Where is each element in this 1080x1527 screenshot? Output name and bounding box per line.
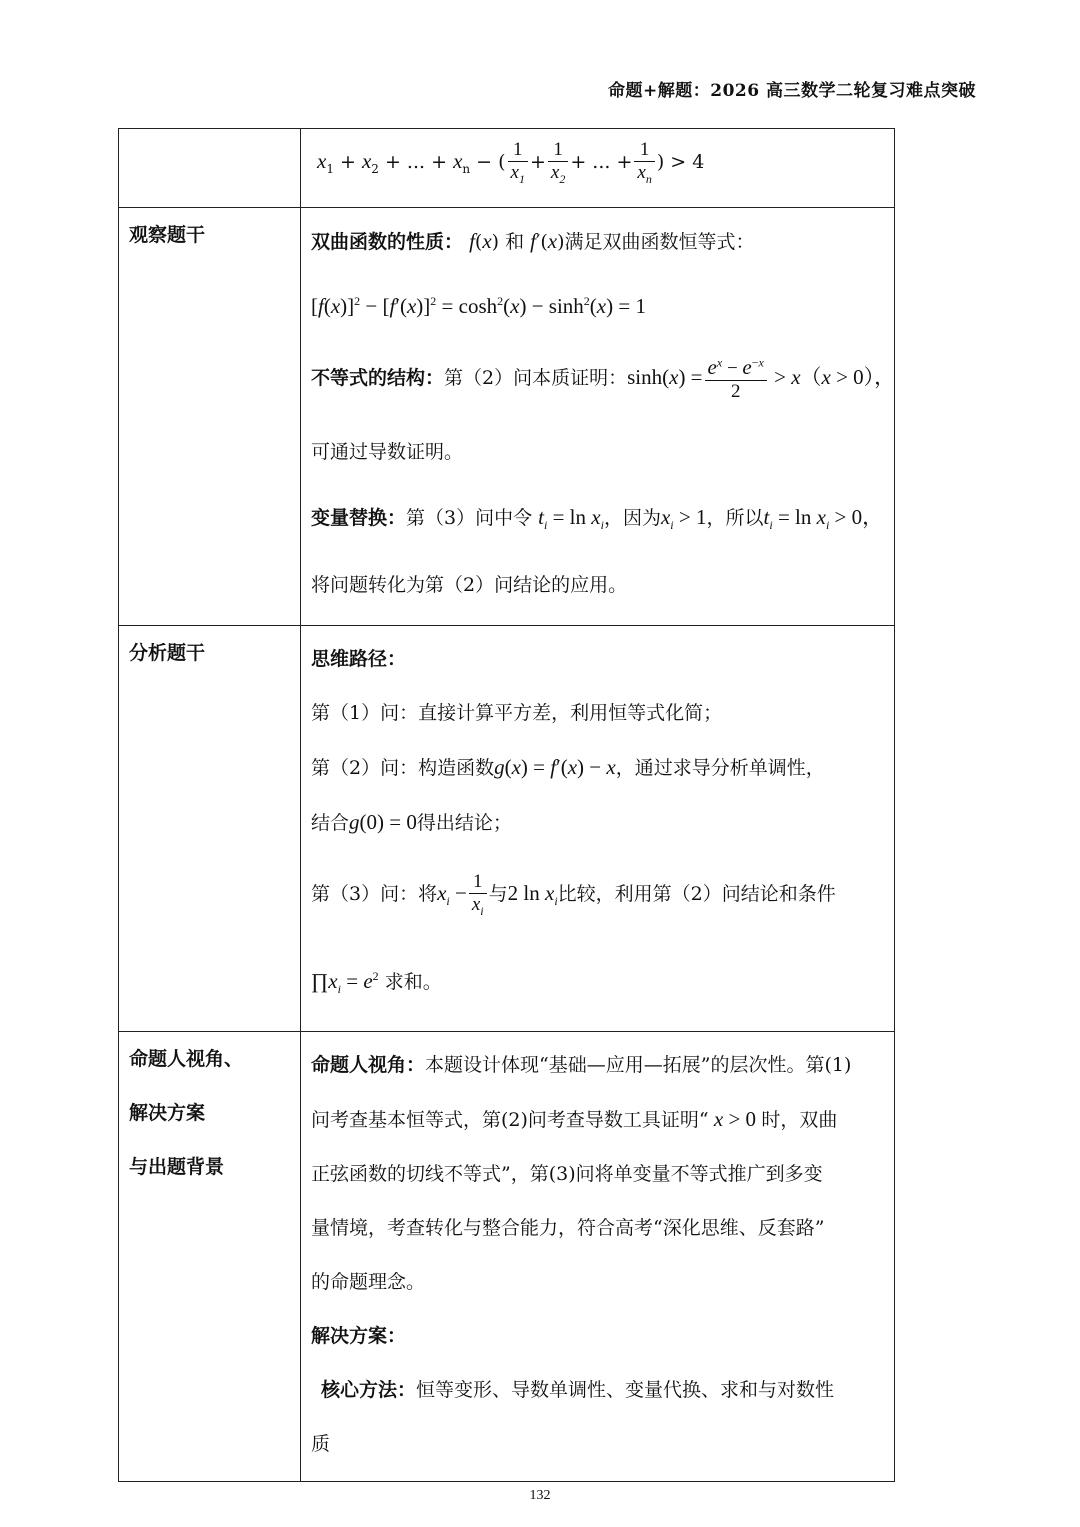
paragraph [311, 1363, 886, 1417]
text: 和 [505, 230, 525, 253]
paragraph [311, 1038, 886, 1092]
paragraph: 可通过导数证明。 [311, 440, 464, 463]
paragraph [311, 1309, 886, 1363]
paragraph: 量情境，考查转化与整合能力，符合高考“深化思维、反套路” [311, 1217, 825, 1240]
text: ，因为 [603, 506, 661, 529]
text: 第（2）问本质证明： [444, 366, 628, 389]
row-label-empty [119, 129, 301, 208]
text: 与 [488, 882, 508, 905]
paragraph: 的命题理念。 [311, 1271, 426, 1294]
paragraph: 结合g(0) = 0得出结论； [311, 809, 512, 834]
text: 时，双曲 [761, 1109, 838, 1132]
table-row-analyze [119, 625, 895, 1031]
text: 比较，利用第（2）问结论和条件 [557, 882, 836, 905]
paragraph: 变量替换：第（3）问中令 $t_i = \ln x_i$，因为$x_i > 1$，所以$t_i = \ln x_i > 0$， [311, 504, 884, 532]
label-text: 解决方案 [129, 1102, 206, 1125]
text: 第（2）问：构造函数 [311, 756, 495, 779]
label-text: 命题人视角、 [129, 1048, 244, 1071]
paragraph: 问考查基本恒等式，第(2)问考查导数工具证明“ x > 0 时，双曲 [311, 1107, 838, 1132]
paragraph: 质 [311, 1433, 331, 1456]
emphasis-text: 变量替换： [311, 506, 407, 529]
table-row-observe [119, 207, 895, 625]
text: 第（3）问中令 [406, 506, 533, 529]
emphasis-text: 思维路径： [311, 647, 407, 670]
paragraph: $\prod x_i = e^2$ 求和。 [311, 969, 442, 997]
text: ，所以 [706, 506, 764, 529]
text: ，通过求导分析单调性， [615, 756, 825, 779]
label-text: 与出题背景 [129, 1156, 225, 1179]
text: 求和。 [384, 971, 442, 994]
running-header: 命题+解题：2026 高三数学二轮复习难点突破 [608, 81, 976, 101]
row-content-inequality [301, 129, 895, 208]
text: 恒等变形、导数单调性、变量代换、求和与对数性 [416, 1379, 835, 1402]
page-number: 132 [529, 1488, 551, 1503]
text: 第（3）问：将 [311, 882, 438, 905]
row-content-analyze [301, 625, 895, 1031]
paragraph: 双曲函数的性质： f(x) 和 f′(x)满足双曲函数恒等式： [311, 228, 755, 253]
identity-formula: $[f(x)]^2 - [f'(x)]^2 = \cosh^2(x) - \sinh^2(x) = 1$ [311, 293, 646, 318]
text: 本题设计体现“基础—应用—拓展”的层次性。第(1) [425, 1054, 852, 1077]
paragraph: 第（2）问：构造函数g(x) = f′(x) − x，通过求导分析单调性， [311, 754, 825, 779]
inequality-formula: $x_1 + x_2$ + ... + $x_n$ − ( $\frac{1}{x_1}$ + $\frac{1}{x_2}$ + ... + $\frac{1}{x_n}$ ) > 4 [317, 139, 705, 186]
table-row-author [119, 1032, 895, 1482]
row-content-author [301, 1032, 895, 1482]
paragraph [311, 632, 886, 686]
emphasis-text: 不等式的结构： [311, 366, 445, 389]
row-label-analyze [119, 625, 301, 1031]
paragraph: 将问题转化为第（2）问结论的应用。 [311, 573, 628, 596]
content-table [118, 128, 895, 1482]
text: 满足双曲函数恒等式： [564, 230, 755, 253]
row-label-observe [119, 207, 301, 625]
paragraph: 不等式的结构：第（2）问本质证明：sinh(x) = $\frac{e^x - e^{-x}}{2}$ > x（x > 0）， [311, 354, 896, 402]
label-text: 观察题干 [129, 223, 206, 246]
row-content-observe [301, 207, 895, 625]
emphasis-text: 解决方案： [311, 1325, 407, 1348]
paragraph: 正弦函数的切线不等式”，第(3)问将单变量不等式推广到多变 [311, 1163, 823, 1186]
text: 问考查基本恒等式，第(2)问考查导数工具证明“ [311, 1109, 709, 1132]
row-label-author [119, 1032, 301, 1482]
paragraph: 第（1）问：直接计算平方差，利用恒等式化简； [311, 701, 723, 724]
emphasis-text: 双曲函数的性质： [311, 230, 464, 253]
paragraph: 第（3）问：将$x_i$ − $\frac{1}{x_i}$ 与2 $\ln x_i$比较，利用第（2）问结论和条件 [311, 871, 836, 918]
text: 得出结论； [416, 811, 512, 834]
table-row-inequality [119, 129, 895, 208]
text: 结合 [311, 811, 350, 834]
emphasis-text: 命题人视角： [311, 1054, 426, 1077]
emphasis-text: 核心方法： [321, 1379, 417, 1402]
label-text: 分析题干 [129, 641, 206, 664]
